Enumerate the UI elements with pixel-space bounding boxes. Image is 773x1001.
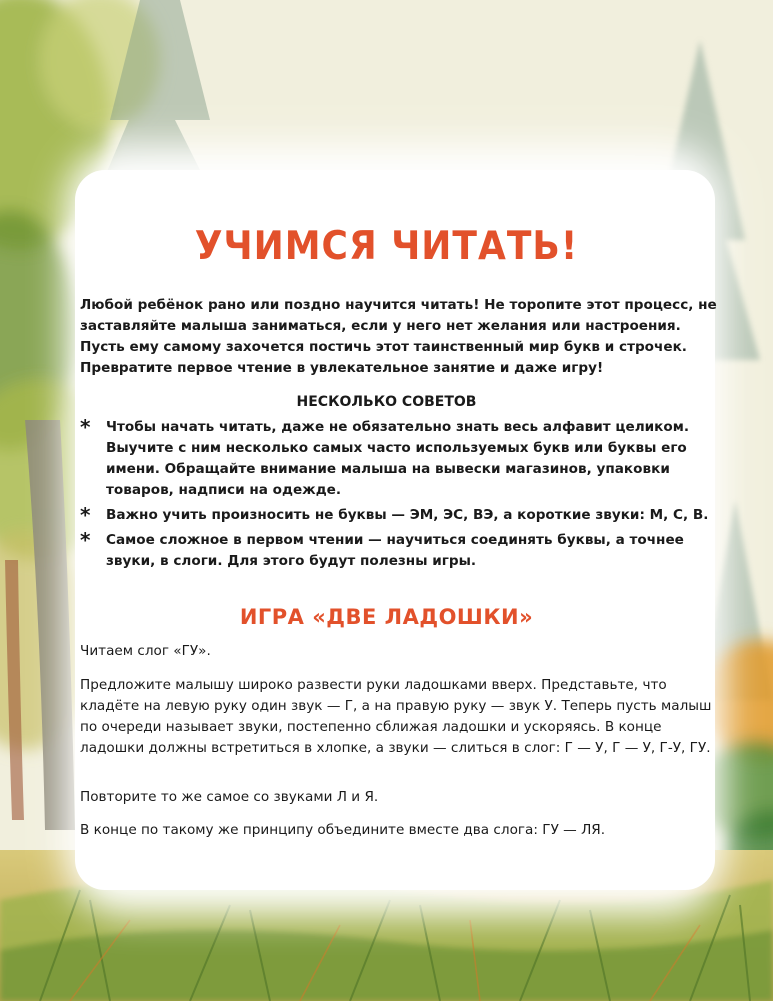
game-paragraph-combine: В конце по такому же принципу объедините вместе два слога: ГУ — ЛЯ. (80, 822, 606, 838)
intro-paragraph: Любой ребёнок рано или поздно научится читать! Не торопите этот процесс, не заставляйте малыша заниматься, если у него нет желания или настроения. Пусть ему самому захочется постичь этот таинственный мир букв и строчек. Превратите первое чтение в увлекательное занятие и даже игру! (80, 297, 717, 376)
game-title: ИГРА «ДВЕ ЛАДОШКИ» (239, 605, 534, 629)
tip-text: Важно учить произносить не буквы — ЭМ, ЭС, ВЭ, а короткие звуки: М, С, В. (106, 507, 709, 523)
star-bullet-icon: * (80, 528, 91, 552)
tip-item (80, 530, 720, 572)
tips-list (80, 417, 720, 576)
star-bullet-icon: * (80, 503, 91, 527)
game-paragraph-repeat: Повторите то же самое со звуками Л и Я. (80, 789, 379, 805)
tip-item (80, 505, 720, 526)
tip-item (80, 417, 720, 501)
tip-text: Чтобы начать читать, даже не обязательно знать весь алфавит целиком. Выучите с ним несколько самых часто используемых букв или буквы его имени. Обращайте внимание малыша на вывески магазинов, упаковки товаров, надписи на одежде. (106, 419, 690, 498)
tips-heading: НЕСКОЛЬКО СОВЕТОВ (296, 394, 477, 410)
star-bullet-icon: * (80, 415, 91, 439)
game-paragraph-instructions: Предложите малышу широко развести руки ладошками вверх. Представьте, что кладёте на левую руку один звук — Г, а на правую руку — звук У. Теперь пусть малыш по очереди называет звуки, постепенно сближая ладошки и ускоряясь. В конце ладошки должны встретиться в хлопке, а звуки — слиться в слог: Г — У, Г — У, Г-У, ГУ. (80, 677, 712, 756)
tip-text: Самое сложное в первом чтении — научиться соединять буквы, а точнее звуки, в слоги. Для этого будут полезны игры. (106, 532, 684, 569)
game-paragraph-syllable: Читаем слог «ГУ». (80, 643, 211, 659)
page-title: УЧИМСЯ ЧИТАТЬ! (194, 224, 579, 269)
